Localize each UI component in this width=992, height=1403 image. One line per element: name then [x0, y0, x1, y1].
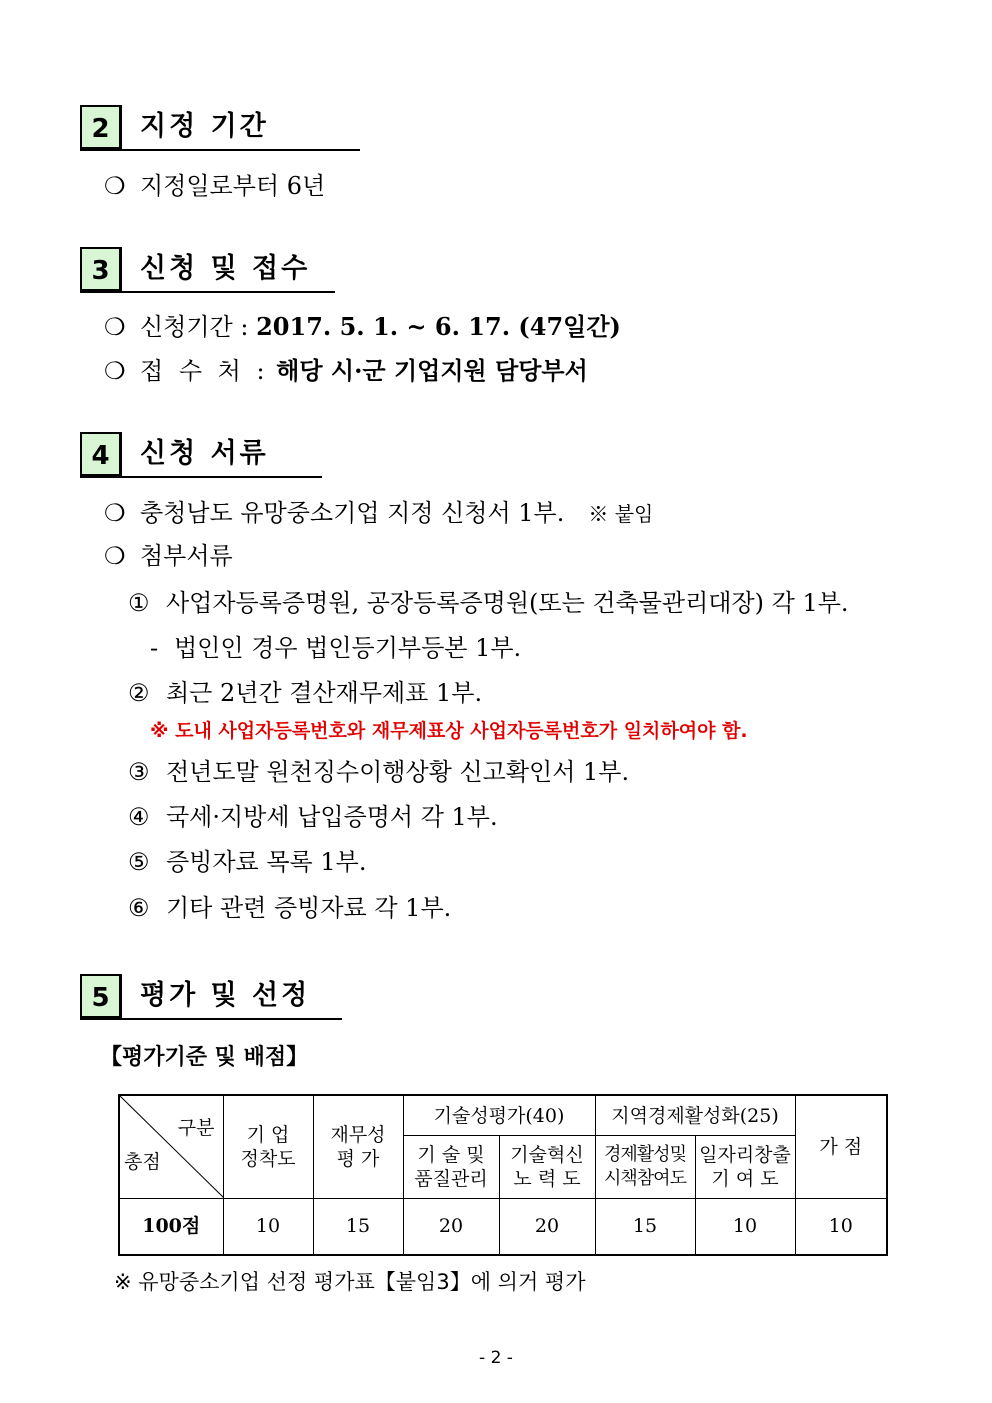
section-underline — [80, 149, 360, 151]
section-title: 지정 기간 — [140, 111, 269, 142]
header-tech-quality — [403, 1136, 499, 1199]
header-line: 기 업 — [246, 1124, 290, 1146]
item-text: 국세·지방세 납입증명서 각 1부. — [166, 803, 498, 831]
header-line: 노 력 도 — [513, 1168, 581, 1191]
sub-item — [150, 632, 521, 664]
bullet-icon: ❍ — [104, 499, 126, 527]
score-cell: 20 — [403, 1199, 499, 1255]
header-line: 기 여 도 — [711, 1168, 779, 1191]
item-mark: ⑥ — [128, 894, 150, 922]
header-finance — [313, 1095, 403, 1199]
page-number: - 2 - — [479, 1348, 513, 1368]
application-period-line — [104, 311, 621, 343]
total-score-cell: 100점 — [119, 1199, 223, 1255]
section-number: 5 — [80, 974, 122, 1018]
item-mark: ① — [128, 589, 150, 617]
score-cell: 10 — [223, 1199, 313, 1255]
document-item-2 — [104, 540, 233, 572]
header-line: 경제활성및 — [604, 1144, 686, 1166]
diagonal-line — [120, 1096, 224, 1198]
section-title: 신청 및 접수 — [140, 253, 311, 284]
application-place-line — [104, 355, 588, 387]
corner-cell — [119, 1095, 223, 1199]
score-cell: 20 — [499, 1199, 595, 1255]
evaluation-table — [118, 1094, 888, 1256]
header-tech-group: 기술성평가(40) — [403, 1095, 595, 1136]
place-value: 해당 시·군 기업지원 담당부서 — [276, 356, 588, 385]
sub-item — [128, 846, 366, 878]
warning-text: ※ 도내 사업자등록번호와 재무제표상 사업자등록번호가 일치하여야 함. — [150, 720, 748, 742]
item-text: 증빙자료 목록 1부. — [166, 848, 367, 876]
evaluation-note: ※ 유망중소기업 선정 평가표【붙임3】에 의거 평가 — [114, 1270, 586, 1294]
header-line: 기 술 및 — [417, 1144, 485, 1167]
item-mark: ③ — [128, 758, 150, 786]
header-region-economy — [595, 1136, 695, 1199]
item-mark: - — [150, 634, 159, 662]
item-text: 기타 관련 증빙자료 각 1부. — [166, 894, 452, 922]
section-title: 평가 및 선정 — [140, 980, 311, 1011]
header-line: 시책참여도 — [604, 1168, 686, 1190]
header-bonus: 가 점 — [795, 1095, 887, 1199]
document-text: 첨부서류 — [140, 542, 233, 570]
period-text: 지정일로부터 6년 — [140, 172, 326, 200]
header-line: 기술혁신 — [510, 1144, 584, 1167]
sub-item — [128, 801, 498, 833]
period-value: 2017. 5. 1. ~ 6. 17. (47일간) — [256, 312, 621, 341]
bullet-icon: ❍ — [104, 172, 126, 200]
header-region-jobs — [695, 1136, 795, 1199]
header-line: 일자리창출 — [699, 1144, 791, 1167]
score-cell: 15 — [595, 1199, 695, 1255]
period-line — [104, 170, 325, 202]
attachment-note: ※ 붙임 — [588, 502, 654, 526]
document-item-1 — [104, 497, 653, 530]
item-text: 최근 2년간 결산재무제표 1부. — [166, 679, 483, 707]
section-number: 2 — [80, 105, 122, 149]
bullet-icon: ❍ — [104, 542, 126, 570]
section-number: 4 — [80, 432, 122, 476]
score-cell: 15 — [313, 1199, 403, 1255]
section-underline — [80, 1018, 342, 1020]
evaluation-subtitle: 【평가기준 및 배점】 — [100, 1045, 309, 1070]
item-text: 법인인 경우 법인등기부등본 1부. — [174, 634, 522, 662]
item-text: 전년도말 원천징수이행상황 신고확인서 1부. — [166, 758, 630, 786]
corner-top-label: 구분 — [177, 1117, 215, 1139]
sub-item — [128, 756, 629, 788]
section-number: 3 — [80, 247, 122, 291]
header-line: 재무성 — [330, 1124, 386, 1146]
item-text: 사업자등록증명원, 공장등록증명원(또는 건축물관리대장) 각 1부. — [166, 589, 849, 617]
header-tech-innovation — [499, 1136, 595, 1199]
place-label: 접 수 처 : — [140, 357, 269, 385]
section-title: 신청 서류 — [140, 438, 269, 469]
document-text: 충청남도 유망중소기업 지정 신청서 1부. — [140, 499, 565, 527]
warning-line — [150, 713, 748, 747]
section-underline — [80, 291, 335, 293]
sub-item — [128, 587, 849, 619]
item-mark: ④ — [128, 803, 150, 831]
corner-bottom-label: 총점 — [124, 1151, 161, 1173]
header-line: 품질관리 — [414, 1168, 488, 1191]
bullet-icon: ❍ — [104, 357, 126, 385]
item-mark: ⑤ — [128, 848, 150, 876]
sub-item — [128, 892, 451, 924]
header-region-group: 지역경제활성화(25) — [595, 1095, 795, 1136]
period-label: 신청기간 : — [140, 313, 249, 341]
score-cell: 10 — [695, 1199, 795, 1255]
bullet-icon: ❍ — [104, 313, 126, 341]
sub-item — [128, 677, 482, 709]
header-line: 정착도 — [240, 1148, 296, 1170]
score-cell: 10 — [795, 1199, 887, 1255]
item-mark: ② — [128, 679, 150, 707]
header-line: 평 가 — [336, 1148, 380, 1170]
header-company — [223, 1095, 313, 1199]
section-underline — [80, 476, 322, 478]
